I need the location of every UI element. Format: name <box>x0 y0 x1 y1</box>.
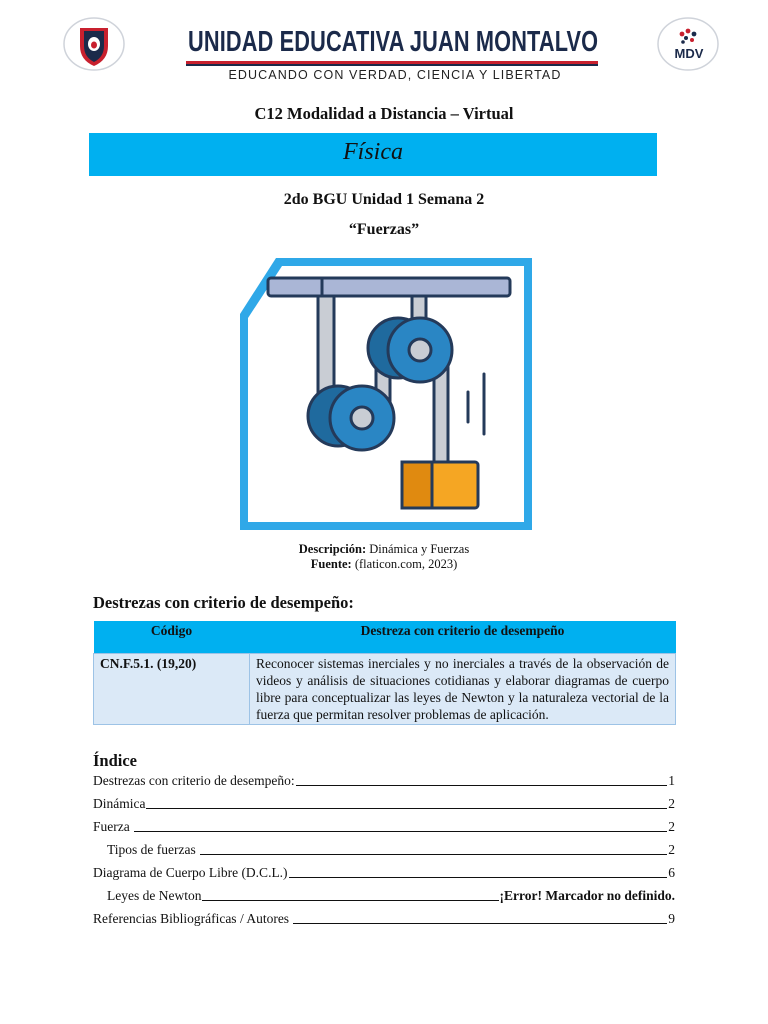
subject-title: Física <box>343 139 403 165</box>
modality-title: C12 Modalidad a Distancia – Virtual <box>254 104 514 123</box>
toc-entry-page: 6 <box>668 865 675 880</box>
toc-entry-label: Dinámica <box>93 796 146 811</box>
image-description <box>0 542 768 557</box>
toc-entry-label: Destrezas con criterio de desempeño: <box>93 773 295 788</box>
skills-table <box>93 621 676 725</box>
school-name: UNIDAD EDUCATIVA JUAN MONTALVO <box>188 26 599 58</box>
toc-entry-tipos-de-fuerzas[interactable] <box>107 838 675 858</box>
description-value: Dinámica y Fuerzas <box>366 542 470 556</box>
title-underline-navy <box>186 64 598 66</box>
toc-leader <box>134 831 667 832</box>
column-header-code: Código <box>94 621 250 654</box>
toc-entry-dinamica[interactable] <box>93 792 675 812</box>
toc-leader <box>296 785 668 786</box>
mdv-logo <box>656 16 720 72</box>
mdv-logo-text: MDV <box>674 46 704 61</box>
skill-description: Reconocer sistemas inerciales y no inerciales a través de la observación de videos y análisis de situaciones cotidianas y elaborar diagramas de cuerpo libre para conceptualizar las leyes de Newton y la naturaleza vectorial de la fuerza que permitan resolver problemas de aplicación. <box>250 654 676 725</box>
toc-entry-fuerza[interactable] <box>93 815 675 835</box>
toc-entry-page: 2 <box>668 819 675 834</box>
toc-entry-dcl[interactable] <box>93 861 675 881</box>
toc-leader <box>200 854 667 855</box>
index-heading: Índice <box>93 751 138 770</box>
toc-entry-label: Diagrama de Cuerpo Libre (D.C.L.) <box>93 865 288 880</box>
toc-entry-page: 2 <box>668 796 675 811</box>
toc-leader <box>289 877 668 878</box>
toc-leader <box>293 923 667 924</box>
skill-code: CN.F.5.1. (19,20) <box>94 654 250 725</box>
pulley-system-icon <box>238 256 534 532</box>
toc-entry-page: 1 <box>668 773 675 788</box>
toc-leader <box>146 808 667 809</box>
table-row <box>94 654 676 725</box>
skills-heading: Destrezas con criterio de desempeño: <box>93 593 354 612</box>
toc-entry-label: Fuerza <box>93 819 134 834</box>
unit-line: 2do BGU Unidad 1 Semana 2 <box>283 191 485 208</box>
toc-entry-destrezas[interactable] <box>93 769 675 789</box>
toc-leader <box>202 900 498 901</box>
source-label: Fuente: <box>310 557 352 571</box>
column-header-skill: Destreza con criterio de desempeño <box>250 621 676 654</box>
toc-entry-page-error: ¡Error! Marcador no definido. <box>499 888 675 903</box>
source-value: (flaticon.com, 2023) <box>351 557 458 571</box>
toc-entry-label: Tipos de fuerzas <box>107 842 200 857</box>
toc-entry-page: 2 <box>668 842 675 857</box>
school-motto: EDUCANDO CON VERDAD, CIENCIA Y LIBERTAD <box>228 68 562 82</box>
toc-entry-leyes-de-newton[interactable] <box>107 884 675 904</box>
toc-entry-page: 9 <box>668 911 675 926</box>
description-label: Descripción: <box>298 542 367 556</box>
toc-entry-referencias[interactable] <box>93 907 675 927</box>
toc-entry-label: Referencias Bibliográficas / Autores <box>93 911 293 926</box>
school-shield-logo <box>62 16 126 72</box>
topic-title: “Fuerzas” <box>348 221 420 238</box>
image-source <box>0 557 768 572</box>
toc-entry-label: Leyes de Newton <box>107 888 202 903</box>
